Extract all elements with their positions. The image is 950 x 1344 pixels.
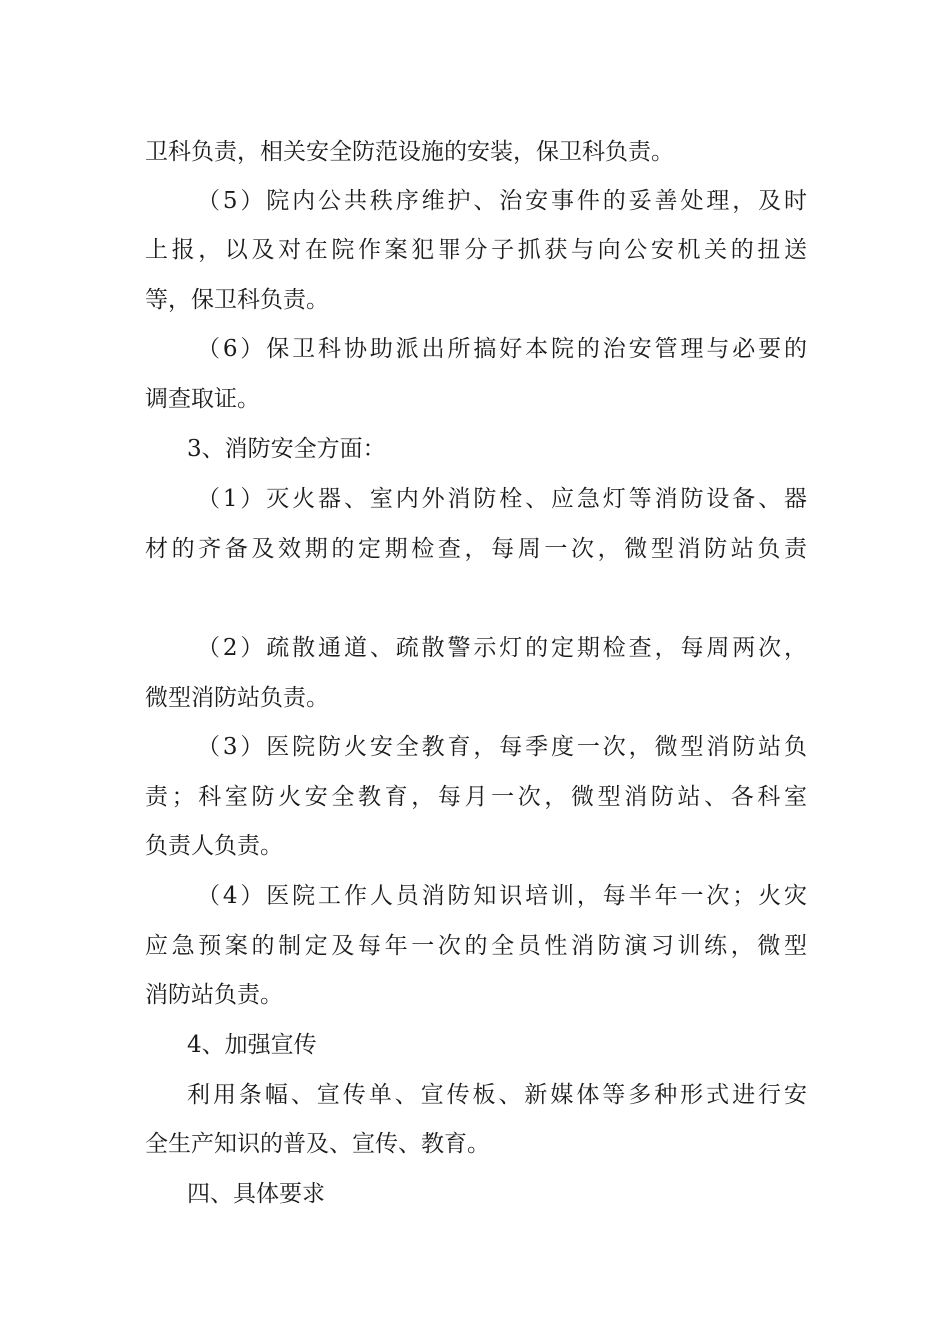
text-line: 消防站负责。	[145, 982, 283, 1008]
text-line: （3）医院防火安全教育，每季度一次，微型消防站负	[197, 734, 807, 760]
text-line: 负责人负责。	[145, 833, 283, 859]
section-heading: 四、具体要求	[187, 1181, 325, 1207]
section-heading: 4、加强宣传	[187, 1032, 317, 1058]
text-line: 微型消防站负责。	[145, 685, 329, 711]
text-line: （5）院内公共秩序维护、治安事件的妥善处理，及时	[197, 188, 807, 214]
text-line: （6）保卫科协助派出所搞好本院的治安管理与必要的	[197, 336, 807, 362]
text-line: （4）医院工作人员消防知识培训，每半年一次；火灾	[197, 883, 807, 909]
text-line: 全生产知识的普及、宣传、教育。	[145, 1131, 490, 1157]
text-line: 责；科室防火安全教育，每月一次，微型消防站、各科室	[145, 784, 807, 810]
text-line: 上报，以及对在院作案犯罪分子抓获与向公安机关的扭送	[145, 237, 807, 263]
text-line: 应急预案的制定及每年一次的全员性消防演习训练，微型	[145, 933, 807, 959]
text-line: 利用条幅、宣传单、宣传板、新媒体等多种形式进行安	[187, 1082, 807, 1108]
text-line: 卫科负责，相关安全防范设施的安装，保卫科负责。	[145, 139, 674, 165]
text-line: 材的齐备及效期的定期检查，每周一次，微型消防站负责	[145, 536, 807, 562]
text-line: 等，保卫科负责。	[145, 287, 329, 313]
section-heading: 3、消防安全方面：	[187, 436, 386, 462]
text-line: （2）疏散通道、疏散警示灯的定期检查，每周两次，	[197, 635, 807, 661]
text-line: （1）灭火器、室内外消防栓、应急灯等消防设备、器	[197, 486, 807, 512]
text-line: 调查取证。	[145, 386, 260, 412]
